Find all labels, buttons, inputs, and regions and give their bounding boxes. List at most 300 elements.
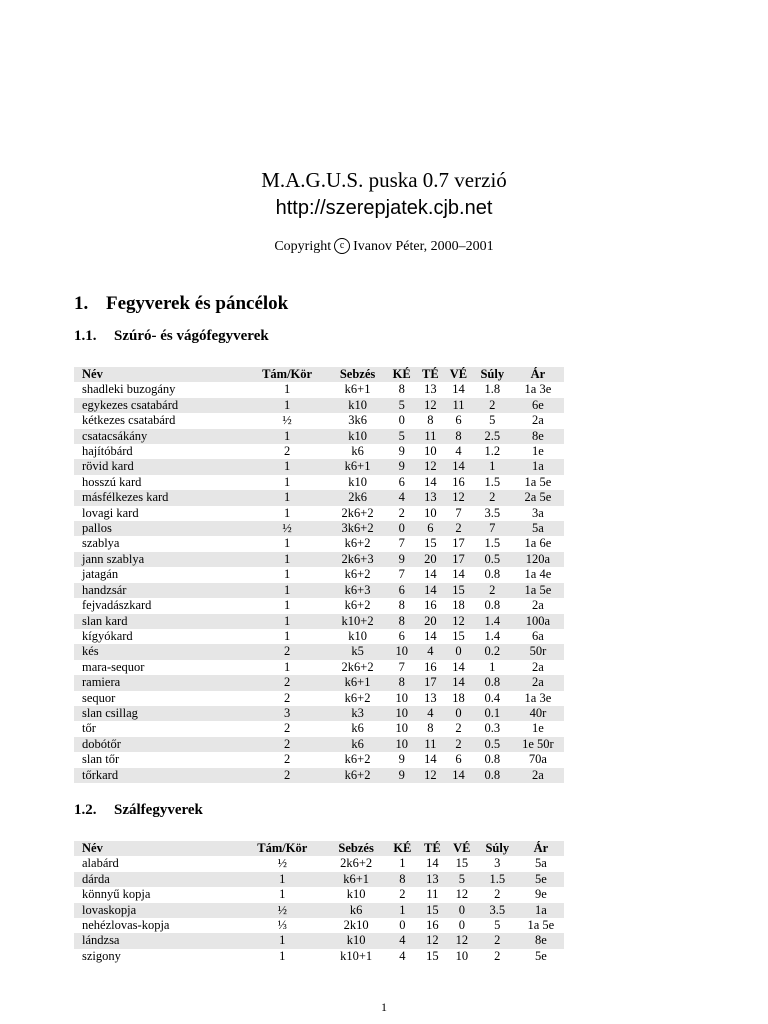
table-row: [74, 413, 564, 428]
table-cell: 5e: [518, 872, 564, 887]
table-cell: ½: [239, 903, 325, 918]
table-cell: 9: [387, 459, 417, 474]
table-cell: 16: [424, 659, 437, 674]
table-cell: k6+2: [344, 536, 371, 551]
table-cell: 1a 4e: [524, 567, 552, 582]
table-cell: kígyókard: [82, 628, 133, 643]
table-row: [74, 521, 564, 536]
table-cell: 4: [455, 444, 462, 459]
table-cell: egykezes csatabárd: [74, 398, 246, 413]
table-cell: 3.5: [477, 903, 518, 918]
table-cell: 8: [387, 872, 418, 887]
table-cell: 2: [494, 887, 501, 902]
table-cell: ½: [246, 521, 329, 536]
subsection-heading: [74, 800, 203, 820]
table-cell: 1e: [531, 444, 544, 459]
table-row: [74, 691, 564, 706]
table-row: [74, 660, 564, 675]
table-cell: slan tőr: [82, 752, 120, 767]
table-cell: 8: [444, 429, 473, 444]
table-cell: 2: [283, 752, 291, 767]
table-cell: 1: [489, 659, 496, 674]
document-title: M.A.G.U.S. puska 0.7 verzió: [261, 168, 507, 192]
table-cell: 2: [477, 933, 518, 948]
table-cell: 0.8: [473, 675, 512, 690]
table-row: [74, 644, 564, 659]
table-cell: szigony: [82, 948, 121, 963]
table-cell: 0: [447, 903, 477, 918]
table-cell: 12: [455, 887, 469, 902]
table-cell: 14: [424, 567, 437, 582]
table-cell: 1e: [531, 721, 544, 736]
table-cell: 6: [455, 752, 462, 767]
table-cell: 2: [283, 690, 291, 705]
table-cell: 5e: [534, 948, 547, 963]
table-cell: 13: [424, 690, 437, 705]
table-row: [74, 429, 564, 444]
table-row: [74, 768, 564, 783]
table-cell: 2: [473, 490, 512, 505]
weapons-table-slashing: [74, 367, 564, 783]
table-cell: 13: [418, 872, 447, 887]
table-cell: 1: [283, 628, 291, 643]
table-row: [74, 444, 564, 459]
table-row: [74, 721, 564, 736]
table-cell: 0.4: [484, 690, 501, 705]
table-row: [74, 552, 564, 567]
table-cell: 5: [387, 398, 417, 413]
table-cell: 15: [418, 903, 447, 918]
table-cell: 17: [444, 552, 473, 567]
table-cell: 0: [444, 706, 473, 721]
table-cell: 120a: [512, 552, 564, 567]
table-cell: k6+2: [344, 690, 371, 705]
table-cell: jatagán: [82, 567, 119, 582]
table-cell: 2k10: [343, 918, 369, 933]
table-cell: 2k6+2: [341, 505, 374, 520]
table-cell: k6: [351, 444, 364, 459]
table-cell: k6+2: [328, 768, 386, 783]
table-cell: 2: [399, 887, 406, 902]
table-cell: másfélkezes kard: [74, 490, 246, 505]
table-cell: 15: [455, 856, 469, 871]
table-cell: 12: [417, 459, 445, 474]
table-cell: 12: [447, 933, 477, 948]
table-cell: 9: [387, 768, 417, 783]
table-cell: 1a: [512, 459, 564, 474]
table-row: [74, 675, 564, 690]
table-cell: 2: [283, 721, 291, 736]
table-cell: 0: [387, 521, 417, 536]
table-cell: 12: [417, 768, 445, 783]
table-cell: 1: [283, 659, 291, 674]
column-header: VÉ: [444, 367, 473, 382]
table-row: [74, 583, 564, 598]
table-cell: 8e: [512, 429, 564, 444]
table-cell: tőrkard: [74, 768, 246, 783]
table-cell: 9e: [534, 887, 547, 902]
table-cell: 8: [387, 675, 417, 690]
table-cell: 1: [283, 598, 291, 613]
table-header-row: [74, 841, 564, 856]
table-row: [74, 752, 564, 767]
table-cell: k10: [326, 933, 387, 948]
table-cell: 2: [246, 768, 329, 783]
table-cell: 10: [387, 737, 417, 752]
table-cell: k6+1: [326, 872, 387, 887]
table-cell: 2: [246, 675, 329, 690]
table-row: [74, 949, 564, 964]
column-header: Tám/Kör: [246, 367, 329, 382]
section-heading: [74, 291, 288, 317]
column-header: KÉ: [387, 367, 417, 382]
table-cell: 100a: [512, 614, 564, 629]
table-cell: 18: [452, 598, 465, 613]
table-cell: 1a 5e: [512, 583, 564, 598]
table-cell: 1.2: [484, 444, 501, 459]
table-cell: 11: [417, 429, 445, 444]
table-cell: 8: [398, 598, 405, 613]
table-cell: 6: [387, 583, 417, 598]
table-cell: 5: [447, 872, 477, 887]
table-cell: 1: [246, 614, 329, 629]
table-cell: 12: [417, 398, 445, 413]
column-header: Sebzés: [326, 841, 387, 856]
table-cell: k10: [348, 628, 367, 643]
table-cell: k10: [348, 474, 367, 489]
table-cell: 2: [473, 583, 512, 598]
table-cell: 14: [424, 752, 437, 767]
table-cell: ½: [282, 413, 292, 428]
table-cell: 0.5: [473, 552, 512, 567]
table-cell: 1: [279, 948, 286, 963]
table-cell: 1: [473, 459, 512, 474]
table-cell: 3a: [531, 505, 544, 520]
table-cell: 3k6: [348, 413, 367, 428]
table-row: [74, 856, 564, 871]
table-cell: 15: [424, 536, 437, 551]
table-cell: k5: [328, 644, 386, 659]
section-title: Fegyverek és páncélok: [106, 293, 289, 314]
table-cell: 2.5: [473, 429, 512, 444]
table-cell: 5a: [512, 521, 564, 536]
subsection-title: Szúró- és vágófegyverek: [114, 328, 269, 344]
table-cell: 0.5: [473, 737, 512, 752]
table-row: [74, 506, 564, 521]
table-cell: 0.8: [484, 752, 501, 767]
table-cell: 1e 50r: [512, 737, 564, 752]
table-cell: 1.4: [484, 628, 501, 643]
table-cell: 0.1: [473, 706, 512, 721]
table-cell: 4: [417, 644, 445, 659]
table-cell: 8: [398, 382, 405, 397]
table-cell: 8: [387, 614, 417, 629]
column-header: Ár: [512, 367, 564, 382]
table-cell: 1.4: [473, 614, 512, 629]
table-cell: 2: [246, 737, 329, 752]
table-cell: 1a 5e: [527, 918, 555, 933]
table-cell: 1a 3e: [524, 382, 552, 397]
table-cell: 1: [279, 887, 286, 902]
table-row: [74, 459, 564, 474]
table-cell: 1: [283, 382, 291, 397]
table-cell: k10: [328, 398, 386, 413]
table-cell: k6+2: [344, 752, 371, 767]
column-header: Ár: [518, 841, 564, 856]
column-header: Név: [74, 841, 239, 856]
table-cell: 9: [387, 552, 417, 567]
table-cell: 3: [494, 856, 501, 871]
table-cell: alabárd: [82, 856, 119, 871]
table-cell: handzsár: [74, 583, 246, 598]
column-header: TÉ: [417, 367, 445, 382]
table-cell: 5: [494, 918, 501, 933]
table-cell: 12: [444, 490, 473, 505]
table-cell: 10: [424, 505, 437, 520]
table-cell: 1: [246, 429, 329, 444]
table-cell: 6: [417, 521, 445, 536]
table-row: [74, 398, 564, 413]
table-cell: 2k6+3: [328, 552, 386, 567]
table-cell: 40r: [512, 706, 564, 721]
table-cell: ramiera: [74, 675, 246, 690]
table-row: [74, 598, 564, 613]
table-cell: 2a: [512, 675, 564, 690]
table-cell: 1: [387, 903, 418, 918]
table-cell: 1.5: [484, 536, 501, 551]
table-cell: slan kard: [74, 614, 246, 629]
table-cell: 14: [424, 474, 437, 489]
table-cell: k10: [346, 887, 366, 902]
table-cell: 9: [398, 444, 405, 459]
table-cell: 2a: [531, 659, 544, 674]
page-number: 1: [381, 1000, 387, 1014]
column-header: Súly: [477, 841, 518, 856]
table-cell: 2: [473, 398, 512, 413]
subsection-heading: [74, 326, 269, 346]
table-cell: 2a 5e: [512, 490, 564, 505]
table-cell: lándzsa: [74, 933, 239, 948]
table-cell: 2: [494, 948, 501, 963]
table-row: [74, 567, 564, 582]
table-cell: hajítóbárd: [82, 444, 133, 459]
table-cell: 1: [283, 567, 291, 582]
column-header: Név: [74, 367, 246, 382]
table-cell: 20: [417, 614, 445, 629]
table-cell: tőr: [82, 721, 96, 736]
table-cell: 14: [444, 459, 473, 474]
table-row: [74, 887, 564, 902]
table-cell: 2: [283, 444, 291, 459]
subsection-title: Szálfegyverek: [114, 802, 203, 818]
table-cell: mara-sequor: [82, 659, 145, 674]
table-row: [74, 629, 564, 644]
table-cell: 3k6+2: [328, 521, 386, 536]
column-header: TÉ: [418, 841, 447, 856]
table-cell: 2: [444, 521, 473, 536]
table-cell: 15: [426, 948, 439, 963]
table-cell: k6: [328, 737, 386, 752]
table-row: [74, 933, 564, 948]
table-cell: 7: [473, 521, 512, 536]
table-row: [74, 706, 564, 721]
table-cell: 10: [455, 948, 469, 963]
table-cell: 10: [424, 444, 437, 459]
table-row: [74, 872, 564, 887]
table-cell: 1: [239, 872, 325, 887]
table-cell: 16: [424, 598, 437, 613]
table-cell: 1.8: [484, 382, 501, 397]
table-cell: 14: [424, 628, 437, 643]
table-cell: 7: [398, 659, 405, 674]
document-url: http://szerepjatek.cjb.net: [275, 197, 493, 219]
table-cell: 1.5: [477, 872, 518, 887]
table-cell: pallos: [74, 521, 246, 536]
table-cell: 4: [399, 948, 406, 963]
table-cell: 8: [427, 721, 434, 736]
table-row: [74, 475, 564, 490]
table-row: [74, 614, 564, 629]
table-cell: hosszú kard: [82, 474, 142, 489]
table-cell: 5: [489, 413, 496, 428]
table-cell: 13: [417, 490, 445, 505]
table-cell: 0: [458, 918, 465, 933]
table-cell: 14: [444, 675, 473, 690]
table-cell: 14: [417, 583, 445, 598]
table-cell: lovagi kard: [82, 505, 139, 520]
table-cell: 6: [455, 413, 462, 428]
table-cell: 14: [444, 768, 473, 783]
table-row: [74, 382, 564, 397]
table-cell: 0.8: [473, 768, 512, 783]
table-cell: k6+1: [344, 382, 371, 397]
table-cell: 0: [399, 918, 406, 933]
table-cell: 2: [455, 721, 462, 736]
table-cell: 11: [444, 398, 473, 413]
table-cell: 1.5: [484, 474, 501, 489]
table-cell: 10: [395, 721, 408, 736]
table-cell: 4: [387, 490, 417, 505]
table-cell: 7: [398, 536, 405, 551]
table-cell: 8: [427, 413, 434, 428]
table-cell: ½: [277, 856, 287, 871]
table-cell: rövid kard: [74, 459, 246, 474]
table-cell: k6: [351, 721, 364, 736]
table-cell: kétkezes csatabárd: [82, 413, 176, 428]
table-cell: 20: [417, 552, 445, 567]
table-cell: 1a 6e: [524, 536, 552, 551]
table-cell: 15: [444, 583, 473, 598]
table-cell: ⅓: [277, 918, 287, 933]
table-cell: 0: [398, 413, 405, 428]
table-cell: 17: [417, 675, 445, 690]
table-cell: 1: [246, 583, 329, 598]
table-cell: 50r: [512, 644, 564, 659]
table-cell: 7: [455, 505, 462, 520]
table-cell: 18: [452, 690, 465, 705]
table-cell: 0: [444, 644, 473, 659]
table-cell: 5: [387, 429, 417, 444]
table-cell: dárda: [74, 872, 239, 887]
table-cell: 1: [283, 505, 291, 520]
table-cell: k6: [326, 903, 387, 918]
table-cell: 1a 5e: [524, 474, 552, 489]
table-cell: 1: [246, 398, 329, 413]
copyright-holder: Ivanov Péter, 2000–2001: [353, 239, 494, 254]
table-cell: 10: [395, 690, 408, 705]
table-cell: 2: [246, 644, 329, 659]
table-cell: 1: [283, 536, 291, 551]
section-number: 1.: [74, 293, 89, 314]
table-cell: könnyű kopja: [82, 887, 151, 902]
table-cell: 1: [246, 459, 329, 474]
table-cell: 1a: [518, 903, 564, 918]
table-cell: 3.5: [484, 505, 501, 520]
table-cell: 2: [444, 737, 473, 752]
table-cell: 11: [426, 887, 439, 902]
table-cell: 8e: [518, 933, 564, 948]
table-cell: csatacsákány: [74, 429, 246, 444]
table-cell: jann szablya: [74, 552, 246, 567]
table-cell: k10+2: [328, 614, 386, 629]
table-cell: 6e: [512, 398, 564, 413]
table-cell: 10: [387, 644, 417, 659]
table-cell: k10+1: [340, 948, 373, 963]
table-cell: 3: [246, 706, 329, 721]
table-cell: 4: [387, 933, 418, 948]
copyright-line: [0, 237, 768, 257]
table-cell: 17: [452, 536, 465, 551]
table-cell: 2a: [531, 598, 544, 613]
table-row: [74, 490, 564, 505]
table-cell: 14: [452, 567, 465, 582]
table-cell: k6+2: [344, 567, 371, 582]
table-cell: 6: [398, 628, 405, 643]
column-header: Tám/Kör: [239, 841, 325, 856]
table-cell: k6+3: [328, 583, 386, 598]
table-cell: sequor: [82, 690, 116, 705]
table-cell: 7: [398, 567, 405, 582]
table-header-row: [74, 367, 564, 382]
table-cell: 1a 3e: [524, 690, 552, 705]
column-header: KÉ: [387, 841, 418, 856]
table-cell: 1: [246, 552, 329, 567]
table-cell: 16: [452, 474, 465, 489]
table-cell: k6+2: [344, 598, 371, 613]
table-cell: 2k6+2: [341, 659, 374, 674]
table-cell: 1: [283, 474, 291, 489]
table-cell: 16: [426, 918, 439, 933]
subsection-number: 1.1.: [74, 328, 97, 344]
subsection-number: 1.2.: [74, 802, 97, 818]
copyright-prefix: Copyright: [274, 239, 332, 254]
table-cell: 6a: [531, 628, 544, 643]
table-cell: 9: [398, 752, 405, 767]
table-row: [74, 903, 564, 918]
table-cell: fejvadászkard: [82, 598, 152, 613]
column-header: Súly: [473, 367, 512, 382]
table-cell: 5a: [534, 856, 547, 871]
table-cell: 15: [452, 628, 465, 643]
table-cell: 14: [452, 382, 465, 397]
table-row: [74, 737, 564, 752]
column-header: VÉ: [447, 841, 477, 856]
table-cell: 2k6+2: [340, 856, 373, 871]
table-cell: 0.3: [484, 721, 501, 736]
table-cell: k6+1: [328, 675, 386, 690]
weapons-table-polearms: [74, 841, 564, 964]
table-cell: 13: [424, 382, 437, 397]
